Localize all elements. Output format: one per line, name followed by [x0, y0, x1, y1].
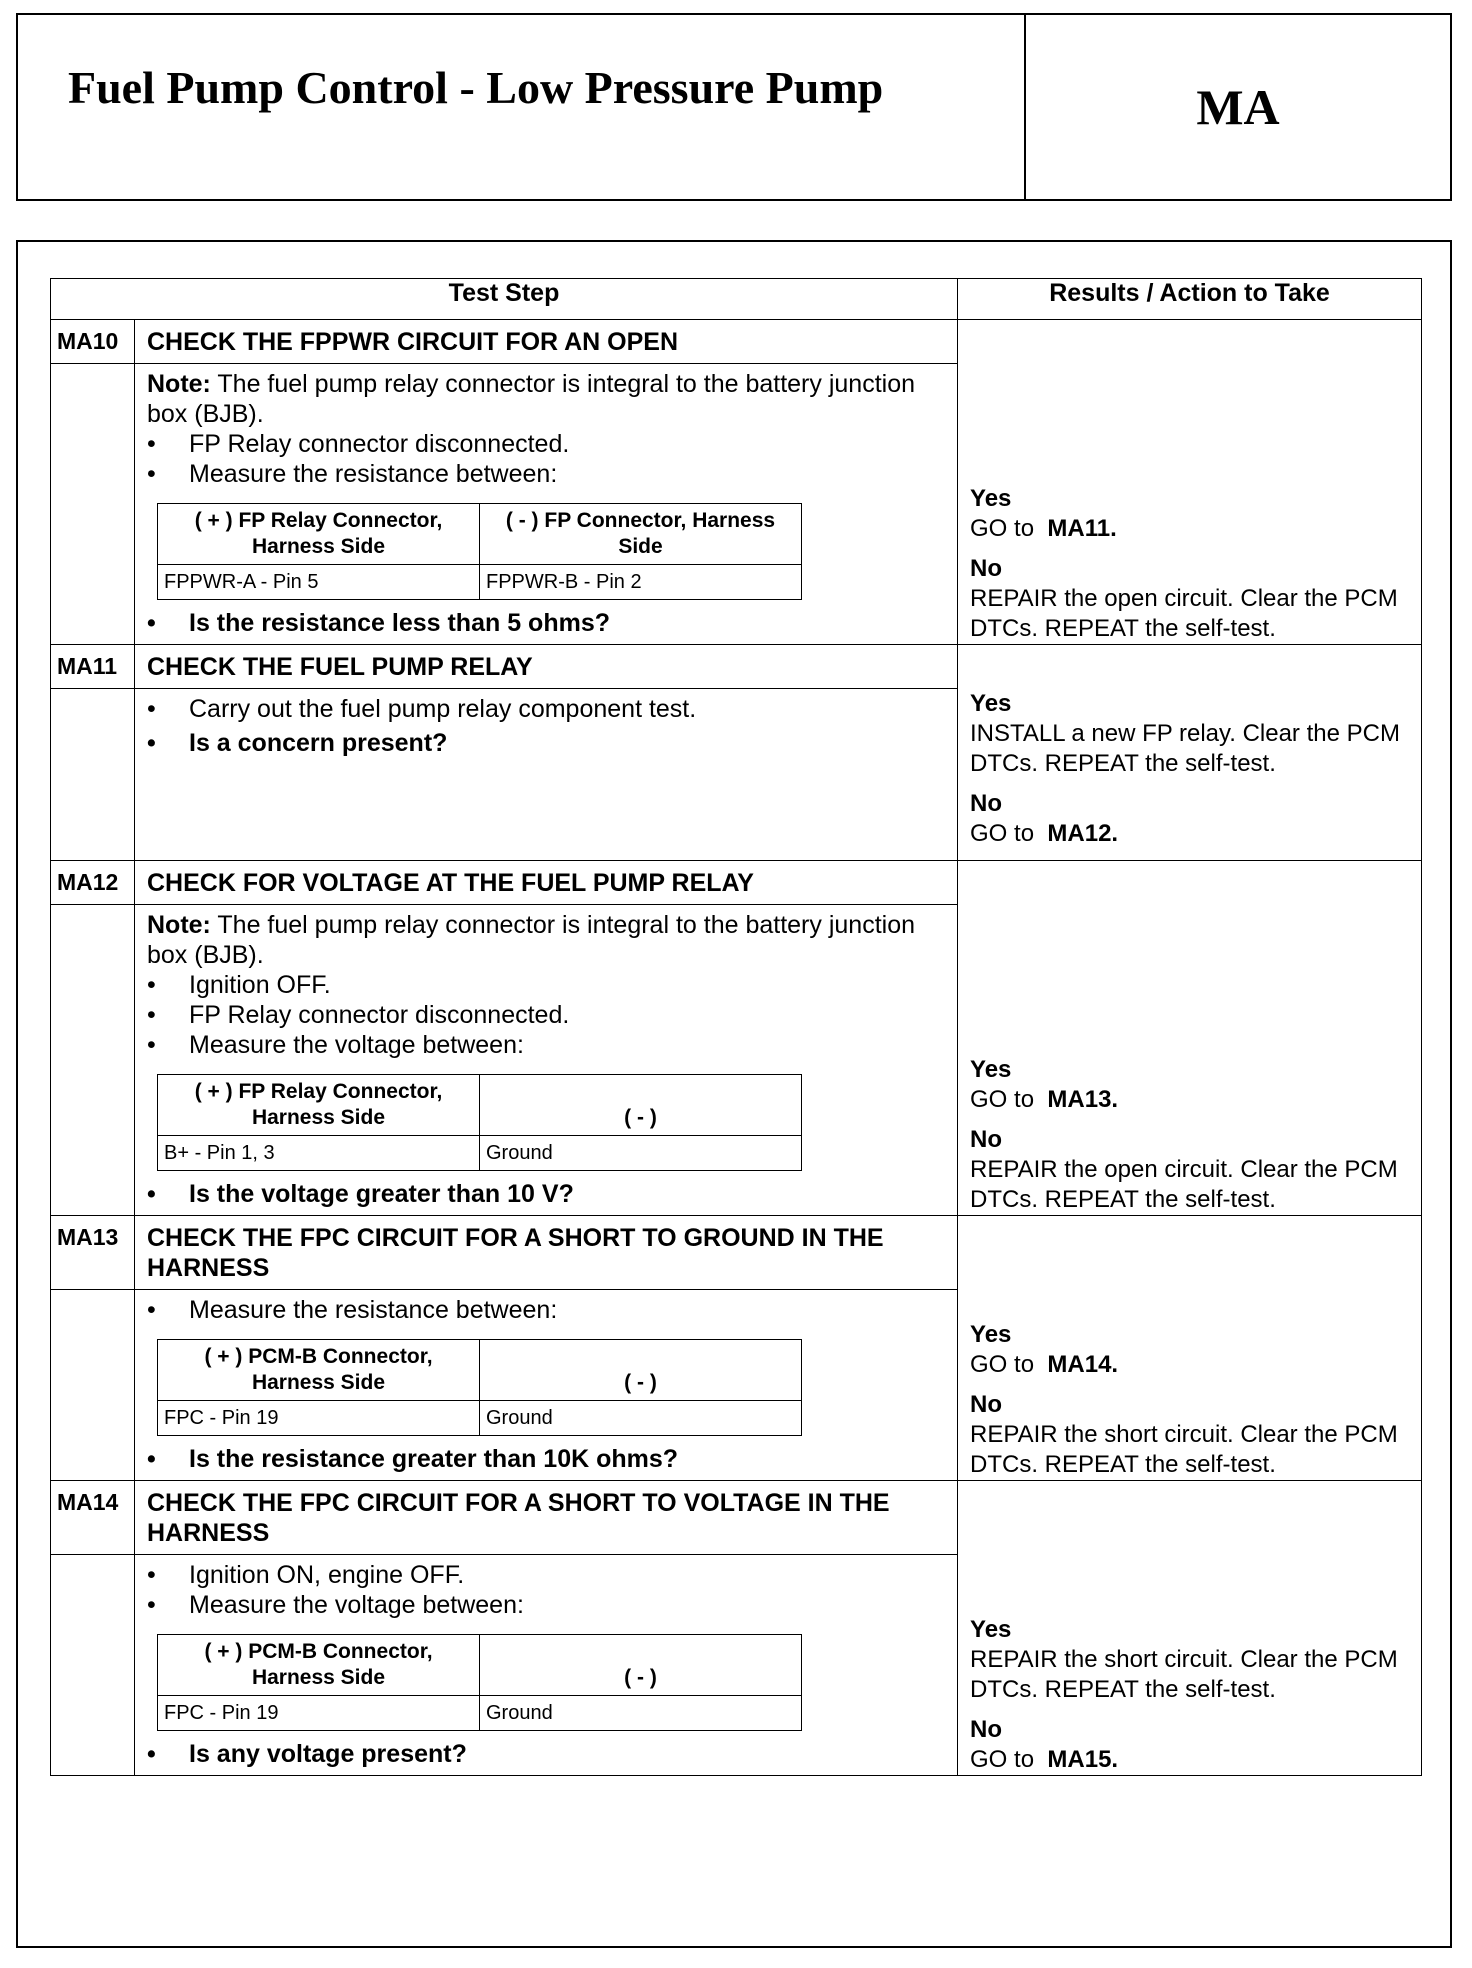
- step-title: CHECK THE FPC CIRCUIT FOR A SHORT TO GROUND IN THE HARNESS: [135, 1216, 958, 1290]
- step-id-spacer: [51, 1555, 135, 1776]
- section-code: MA: [1196, 79, 1280, 135]
- sub-cell-positive: B+ - Pin 1, 3: [158, 1136, 480, 1171]
- step-result: [958, 861, 1422, 1216]
- step-question: • Is the voltage greater than 10 V?: [147, 1179, 927, 1209]
- sub-header-negative: ( - ): [480, 1635, 802, 1696]
- no-text: GO to: [970, 1746, 1035, 1773]
- yes-label: Yes: [970, 485, 1012, 512]
- step-result: [958, 1481, 1422, 1776]
- yes-text: GO to: [970, 1086, 1035, 1113]
- no-ref: MA12.: [1047, 820, 1119, 847]
- list-item: • Carry out the fuel pump relay component test.: [147, 694, 927, 724]
- note-text: The fuel pump relay connector is integral to the battery junction box (BJB).: [147, 911, 915, 969]
- sub-cell-positive: FPPWR-A - Pin 5: [158, 565, 480, 600]
- step-body: [135, 1555, 958, 1776]
- sub-header-negative: ( - ) FP Connector, Harness Side: [480, 504, 802, 565]
- table-header-row: [51, 279, 1422, 320]
- no-label: No: [970, 1716, 1003, 1743]
- step-title: CHECK THE FPPWR CIRCUIT FOR AN OPEN: [135, 320, 958, 364]
- no-action: REPAIR the open circuit. Clear the PCM DTCs. REPEAT the self-test.: [970, 585, 1398, 642]
- yes-text: GO to: [970, 515, 1035, 542]
- results-header: Results / Action to Take: [958, 279, 1422, 320]
- list-item: • Ignition OFF.: [147, 970, 927, 1000]
- step-id: MA10: [51, 320, 135, 364]
- no-action: [970, 819, 1415, 849]
- sub-header-negative: ( - ): [480, 1075, 802, 1136]
- yes-label: Yes: [970, 690, 1012, 717]
- step-title-row: [51, 1481, 1422, 1555]
- no-label: No: [970, 790, 1003, 817]
- step-body: [135, 1290, 958, 1481]
- list-item: • Measure the resistance between:: [147, 459, 927, 489]
- sub-header-positive: ( + ) PCM-B Connector, Harness Side: [158, 1340, 480, 1401]
- step-title-row: [51, 1216, 1422, 1290]
- yes-action: [970, 1350, 1415, 1380]
- yes-label: Yes: [970, 1616, 1012, 1643]
- yes-ref: MA13.: [1047, 1086, 1119, 1113]
- sub-cell-negative: FPPWR-B - Pin 2: [480, 565, 802, 600]
- step-title-row: [51, 645, 1422, 689]
- step-title: CHECK THE FPC CIRCUIT FOR A SHORT TO VOLTAGE IN THE HARNESS: [135, 1481, 958, 1555]
- step-body: [135, 689, 958, 861]
- page-title: Fuel Pump Control - Low Pressure Pump: [68, 62, 884, 113]
- step-id: MA14: [51, 1481, 135, 1555]
- yes-ref: MA14.: [1047, 1351, 1119, 1378]
- yes-action: [970, 514, 1415, 544]
- bullet-list: [147, 429, 927, 489]
- sub-header-positive: ( + ) FP Relay Connector, Harness Side: [158, 1075, 480, 1136]
- yes-text: GO to: [970, 1351, 1035, 1378]
- no-label: No: [970, 1391, 1003, 1418]
- sub-header-positive: ( + ) FP Relay Connector, Harness Side: [158, 504, 480, 565]
- sub-header-positive: ( + ) PCM-B Connector, Harness Side: [158, 1635, 480, 1696]
- step-title: CHECK THE FUEL PUMP RELAY: [135, 645, 958, 689]
- yes-ref: MA11.: [1047, 515, 1117, 542]
- list-item: • FP Relay connector disconnected.: [147, 1000, 927, 1030]
- step-note: [147, 369, 927, 429]
- step-question: • Is the resistance less than 5 ohms?: [147, 608, 927, 638]
- yes-action: INSTALL a new FP relay. Clear the PCM DTCs. REPEAT the self-test.: [970, 720, 1400, 777]
- sub-cell-negative: Ground: [480, 1136, 802, 1171]
- list-item: • Measure the resistance between:: [147, 1295, 927, 1325]
- step-id-spacer: [51, 1290, 135, 1481]
- step-body: [135, 905, 958, 1216]
- no-label: No: [970, 1126, 1003, 1153]
- test-step-header: Test Step: [51, 279, 958, 320]
- no-action: REPAIR the short circuit. Clear the PCM DTCs. REPEAT the self-test.: [970, 1421, 1398, 1478]
- step-body: [135, 364, 958, 645]
- test-step-table: [50, 278, 1422, 1776]
- no-ref: MA15.: [1047, 1746, 1119, 1773]
- step-id: MA13: [51, 1216, 135, 1290]
- sub-cell-negative: Ground: [480, 1401, 802, 1436]
- step-question: • Is any voltage present?: [147, 1739, 927, 1769]
- page-header: [16, 13, 1452, 201]
- no-action: [970, 1745, 1415, 1775]
- step-id-spacer: [51, 905, 135, 1216]
- yes-label: Yes: [970, 1321, 1012, 1348]
- note-text: The fuel pump relay connector is integral to the battery junction box (BJB).: [147, 370, 915, 428]
- measurement-table: [157, 1074, 802, 1171]
- step-result: [958, 320, 1422, 645]
- measurement-table: [157, 503, 802, 600]
- step-question: • Is the resistance greater than 10K ohms?: [147, 1444, 927, 1474]
- no-text: GO to: [970, 820, 1035, 847]
- list-item: • Measure the voltage between:: [147, 1030, 927, 1060]
- sub-cell-positive: FPC - Pin 19: [158, 1401, 480, 1436]
- list-item: • FP Relay connector disconnected.: [147, 429, 927, 459]
- note-label: Note:: [147, 370, 211, 398]
- no-action: REPAIR the open circuit. Clear the PCM DTCs. REPEAT the self-test.: [970, 1156, 1398, 1213]
- step-id: MA11: [51, 645, 135, 689]
- measurement-table: [157, 1339, 802, 1436]
- bullet-list: [147, 1295, 927, 1325]
- step-note: [147, 910, 927, 970]
- step-result: [958, 1216, 1422, 1481]
- step-title-row: [51, 320, 1422, 364]
- note-label: Note:: [147, 911, 211, 939]
- step-title-row: [51, 861, 1422, 905]
- step-id: MA12: [51, 861, 135, 905]
- step-title: CHECK FOR VOLTAGE AT THE FUEL PUMP RELAY: [135, 861, 958, 905]
- no-label: No: [970, 555, 1003, 582]
- yes-action: [970, 1085, 1415, 1115]
- sub-cell-positive: FPC - Pin 19: [158, 1696, 480, 1731]
- bullet-list: [147, 1560, 927, 1620]
- sub-header-negative: ( - ): [480, 1340, 802, 1401]
- step-id-spacer: [51, 689, 135, 861]
- step-result: [958, 645, 1422, 861]
- step-id-spacer: [51, 364, 135, 645]
- yes-label: Yes: [970, 1056, 1012, 1083]
- list-item: • Measure the voltage between:: [147, 1590, 927, 1620]
- list-item: • Ignition ON, engine OFF.: [147, 1560, 927, 1590]
- sub-cell-negative: Ground: [480, 1696, 802, 1731]
- step-question: • Is a concern present?: [147, 728, 927, 758]
- measurement-table: [157, 1634, 802, 1731]
- yes-action: REPAIR the short circuit. Clear the PCM DTCs. REPEAT the self-test.: [970, 1646, 1398, 1703]
- bullet-list: [147, 970, 927, 1060]
- bullet-list: [147, 694, 927, 758]
